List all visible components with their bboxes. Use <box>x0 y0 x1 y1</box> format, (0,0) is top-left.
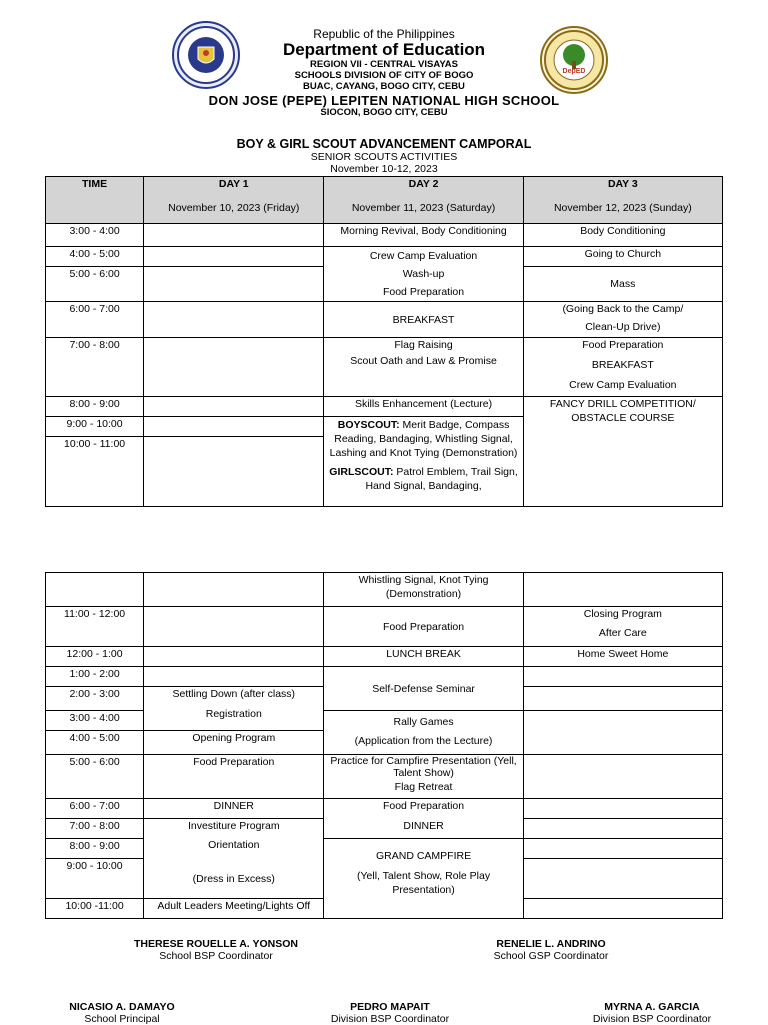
day2-cell: Skills Enhancement (Lecture) <box>324 397 523 417</box>
day2-cell: Self-Defense Seminar <box>324 667 523 711</box>
time-cell: 3:00 - 4:00 <box>46 711 144 731</box>
day3-cell <box>523 899 722 919</box>
signatory-gsp-school <box>466 938 636 962</box>
day3-cell: (Going Back to the Camp/ Clean-Up Drive) <box>523 302 722 338</box>
republic-line: Republic of the Philippines <box>313 27 455 41</box>
time-cell: 6:00 - 7:00 <box>46 302 144 338</box>
schedule-table-part2 <box>45 572 723 919</box>
schedule-table-part1 <box>45 176 723 507</box>
tree-seal-icon <box>543 29 605 91</box>
day1-cell <box>144 647 324 667</box>
signatory-name: MYRNA A. GARCIA <box>604 1001 700 1013</box>
day2-cell: Food Preparation DINNER <box>324 799 523 839</box>
signatory-role: School Principal <box>84 1013 160 1025</box>
seal-text: DepED <box>562 68 586 75</box>
time-cell: 4:00 - 5:00 <box>46 247 144 267</box>
address-line: BUAC, CAYANG, BOGO CITY, CEBU <box>303 81 465 92</box>
day3-header: DAY 3 November 12, 2023 (Sunday) <box>523 177 722 224</box>
time-cell: 5:00 - 6:00 <box>46 267 144 302</box>
day1-cell <box>144 573 324 607</box>
day1-cell <box>144 224 324 247</box>
signatory-name: PEDRO MAPAIT <box>350 1001 430 1013</box>
day2-cell: Morning Revival, Body Conditioning <box>324 224 523 247</box>
time-cell: 8:00 - 9:00 <box>46 839 144 859</box>
division-seal-right <box>540 26 608 94</box>
day1-cell: Investiture Program Orientation (Dress in Excess) <box>144 819 324 899</box>
time-cell: 3:00 - 4:00 <box>46 224 144 247</box>
day1-cell: Adult Leaders Meeting/Lights Off <box>144 899 324 919</box>
day3-cell <box>523 687 722 711</box>
signatory-division-bsp <box>310 1001 470 1025</box>
day3-cell <box>523 819 722 839</box>
signatory-name: NICASIO A. DAMAYO <box>69 1001 175 1013</box>
day1-header: DAY 1 November 10, 2023 (Friday) <box>144 177 324 224</box>
time-cell: 11:00 - 12:00 <box>46 607 144 647</box>
day1-cell <box>144 417 324 437</box>
day1-cell: DINNER <box>144 799 324 819</box>
signatory-bsp-school <box>116 938 316 962</box>
document-subtitle: SENIOR SCOUTS ACTIVITIES <box>310 151 458 163</box>
day2-cell: Flag Raising Scout Oath and Law & Promise <box>324 338 523 397</box>
time-cell: 5:00 - 6:00 <box>46 755 144 799</box>
signatory-role: School GSP Coordinator <box>493 950 609 962</box>
day2-header: DAY 2 November 11, 2023 (Saturday) <box>324 177 523 224</box>
time-cell <box>46 573 144 607</box>
time-cell: 7:00 - 8:00 <box>46 819 144 839</box>
day2-cell: BREAKFAST <box>324 302 523 338</box>
day2-cell: Food Preparation <box>324 607 523 647</box>
day2-cell: BOYSCOUT: Merit Badge, Compass Reading, Bandaging, Whistling Signal, Lashing and Knot Tying (Demonstration) GIRLSCOUT: Patrol Emblem, Trail Sign, Hand Signal, Bandaging, <box>324 417 523 507</box>
time-header: TIME <box>46 177 144 224</box>
day3-cell <box>523 711 722 755</box>
time-cell: 6:00 - 7:00 <box>46 799 144 819</box>
day3-cell <box>523 799 722 819</box>
day3-cell: Body Conditioning <box>523 224 722 247</box>
day1-cell <box>144 247 324 267</box>
day3-cell: Going to Church <box>523 247 722 267</box>
day3-cell <box>523 839 722 859</box>
day1-cell: Settling Down (after class) Registration <box>144 687 324 731</box>
region-line: REGION VII - CENTRAL VISAYAS <box>310 59 458 70</box>
time-cell: 12:00 - 1:00 <box>46 647 144 667</box>
document-title: BOY & GIRL SCOUT ADVANCEMENT CAMPORAL <box>236 137 532 151</box>
day1-cell <box>144 437 324 507</box>
day2-cell: Rally Games (Application from the Lecture) <box>324 711 523 755</box>
day2-cell: GRAND CAMPFIRE (Yell, Talent Show, Role Play Presentation) <box>324 839 523 919</box>
day1-cell: Food Preparation <box>144 755 324 799</box>
time-cell: 8:00 - 9:00 <box>46 397 144 417</box>
day1-cell: Opening Program <box>144 731 324 755</box>
time-cell: 4:00 - 5:00 <box>46 731 144 755</box>
signatory-name: RENELIE L. ANDRINO <box>496 938 606 950</box>
day3-cell <box>523 573 722 607</box>
day1-cell <box>144 667 324 687</box>
day1-cell <box>144 397 324 417</box>
day2-cell: Crew Camp Evaluation Wash-up Food Preparation <box>324 247 523 302</box>
time-cell: 10:00 -11:00 <box>46 899 144 919</box>
time-cell: 9:00 - 10:00 <box>46 859 144 899</box>
day3-cell: FANCY DRILL COMPETITION/ OBSTACLE COURSE <box>523 397 722 507</box>
department-title: Department of Education <box>282 40 486 59</box>
time-cell: 1:00 - 2:00 <box>46 667 144 687</box>
signatory-role: School BSP Coordinator <box>159 950 273 962</box>
seal-icon <box>176 25 236 85</box>
time-cell: 9:00 - 10:00 <box>46 417 144 437</box>
day3-cell: Home Sweet Home <box>523 647 722 667</box>
day1-cell <box>144 267 324 302</box>
deped-seal-left <box>172 21 240 89</box>
document-dates: November 10-12, 2023 <box>330 163 438 175</box>
signatory-role: Division BSP Coordinator <box>330 1013 450 1025</box>
school-name: DON JOSE (PEPE) LEPITEN NATIONAL HIGH SCHOOL <box>208 93 560 108</box>
time-cell: 7:00 - 8:00 <box>46 338 144 397</box>
day3-cell: Food Preparation BREAKFAST Crew Camp Evaluation <box>523 338 722 397</box>
school-address: SIOCON, BOGO CITY, CEBU <box>320 107 448 118</box>
day2-cell: Whistling Signal, Knot Tying (Demonstration) <box>324 573 523 607</box>
day1-cell <box>144 607 324 647</box>
day2-cell: LUNCH BREAK <box>324 647 523 667</box>
day1-cell <box>144 302 324 338</box>
day3-cell <box>523 859 722 899</box>
day3-cell: Mass <box>523 267 722 302</box>
day3-cell <box>523 667 722 687</box>
time-cell: 10:00 - 11:00 <box>46 437 144 507</box>
division-line: SCHOOLS DIVISION OF CITY OF BOGO <box>294 70 474 81</box>
day3-cell <box>523 755 722 799</box>
signatory-division-bsp-2 <box>572 1001 732 1025</box>
signatory-role: Division BSP Coordinator <box>592 1013 712 1025</box>
time-cell: 2:00 - 3:00 <box>46 687 144 711</box>
day2-cell: Practice for Campfire Presentation (Yell, Talent Show) Flag Retreat <box>324 755 523 799</box>
signatory-name: THERESE ROUELLE A. YONSON <box>134 938 298 950</box>
day3-cell: Closing Program After Care <box>523 607 722 647</box>
signatory-principal <box>47 1001 197 1025</box>
day1-cell <box>144 338 324 397</box>
